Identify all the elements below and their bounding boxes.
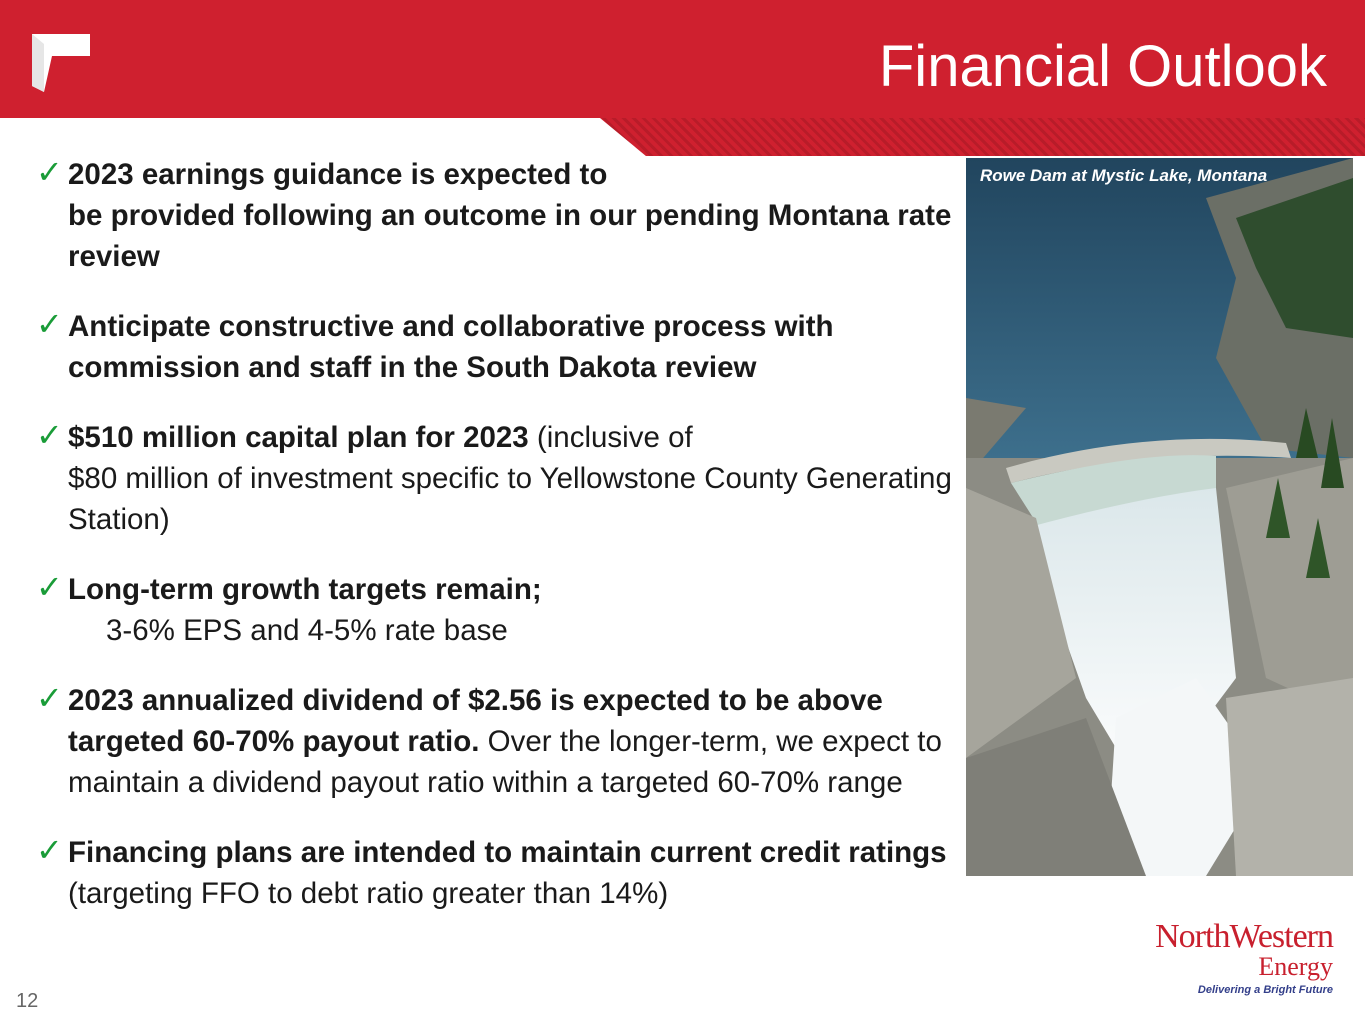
bullet-item (36, 832, 966, 914)
brand-name: NorthWestern (1155, 918, 1333, 955)
bullet-text-bold: 2023 annualized dividend of $2.56 is expected to be above targeted 60-70% payout ratio. (68, 684, 883, 758)
bullet-text-bold: $510 million capital plan for 2023 (68, 421, 529, 454)
bullet-text: 3-6% EPS and 4-5% rate base (106, 614, 508, 647)
checkmark-icon: ✓ (36, 679, 63, 717)
dam-photo (966, 158, 1353, 876)
bullet-text-bold: Financing plans are intended to maintain current credit ratings (68, 836, 947, 869)
bullet-text: $80 million of investment specific to Yellowstone County Generating Station) (68, 462, 952, 536)
bullet-text-bold: Long-term growth targets remain; (68, 573, 542, 606)
checkmark-icon: ✓ (36, 831, 63, 869)
checkmark-icon: ✓ (36, 153, 63, 191)
brand-tagline: Delivering a Bright Future (1197, 984, 1333, 996)
bullet-text-bold: be provided following an outcome in our pending Montana rate review (68, 199, 952, 273)
checkmark-icon: ✓ (36, 305, 63, 343)
bullet-text-bold: Anticipate constructive and collaborative process with commission and staff in the South Dakota review (68, 310, 834, 384)
photo-caption: Rowe Dam at Mystic Lake, Montana (980, 166, 1268, 185)
checkmark-icon: ✓ (36, 568, 63, 606)
bullet-text: (targeting FFO to debt ratio greater than 14%) (68, 877, 669, 910)
company-logo (1133, 920, 1333, 996)
bullet-item (36, 306, 966, 388)
bullet-text-bold: 2023 earnings guidance is expected to (68, 158, 608, 191)
page-title: Financial Outlook (878, 34, 1327, 99)
bullet-text: Over the longer-term, we expect to maintain a dividend payout ratio within a targeted 60-70% range (68, 725, 942, 799)
bullet-item (36, 569, 966, 651)
bullet-item (36, 154, 966, 277)
bullet-item (36, 680, 966, 803)
page-number: 12 (16, 990, 39, 1012)
bullet-item (36, 417, 966, 540)
checkmark-icon: ✓ (36, 416, 63, 454)
header-bar (0, 0, 1365, 118)
corner-logo-icon (30, 30, 94, 94)
brand-energy: Energy (1258, 952, 1333, 981)
dam-illustration (966, 158, 1353, 876)
header-pattern (600, 118, 1365, 156)
bullet-list (36, 154, 966, 943)
bullet-text: (inclusive of (528, 421, 693, 454)
